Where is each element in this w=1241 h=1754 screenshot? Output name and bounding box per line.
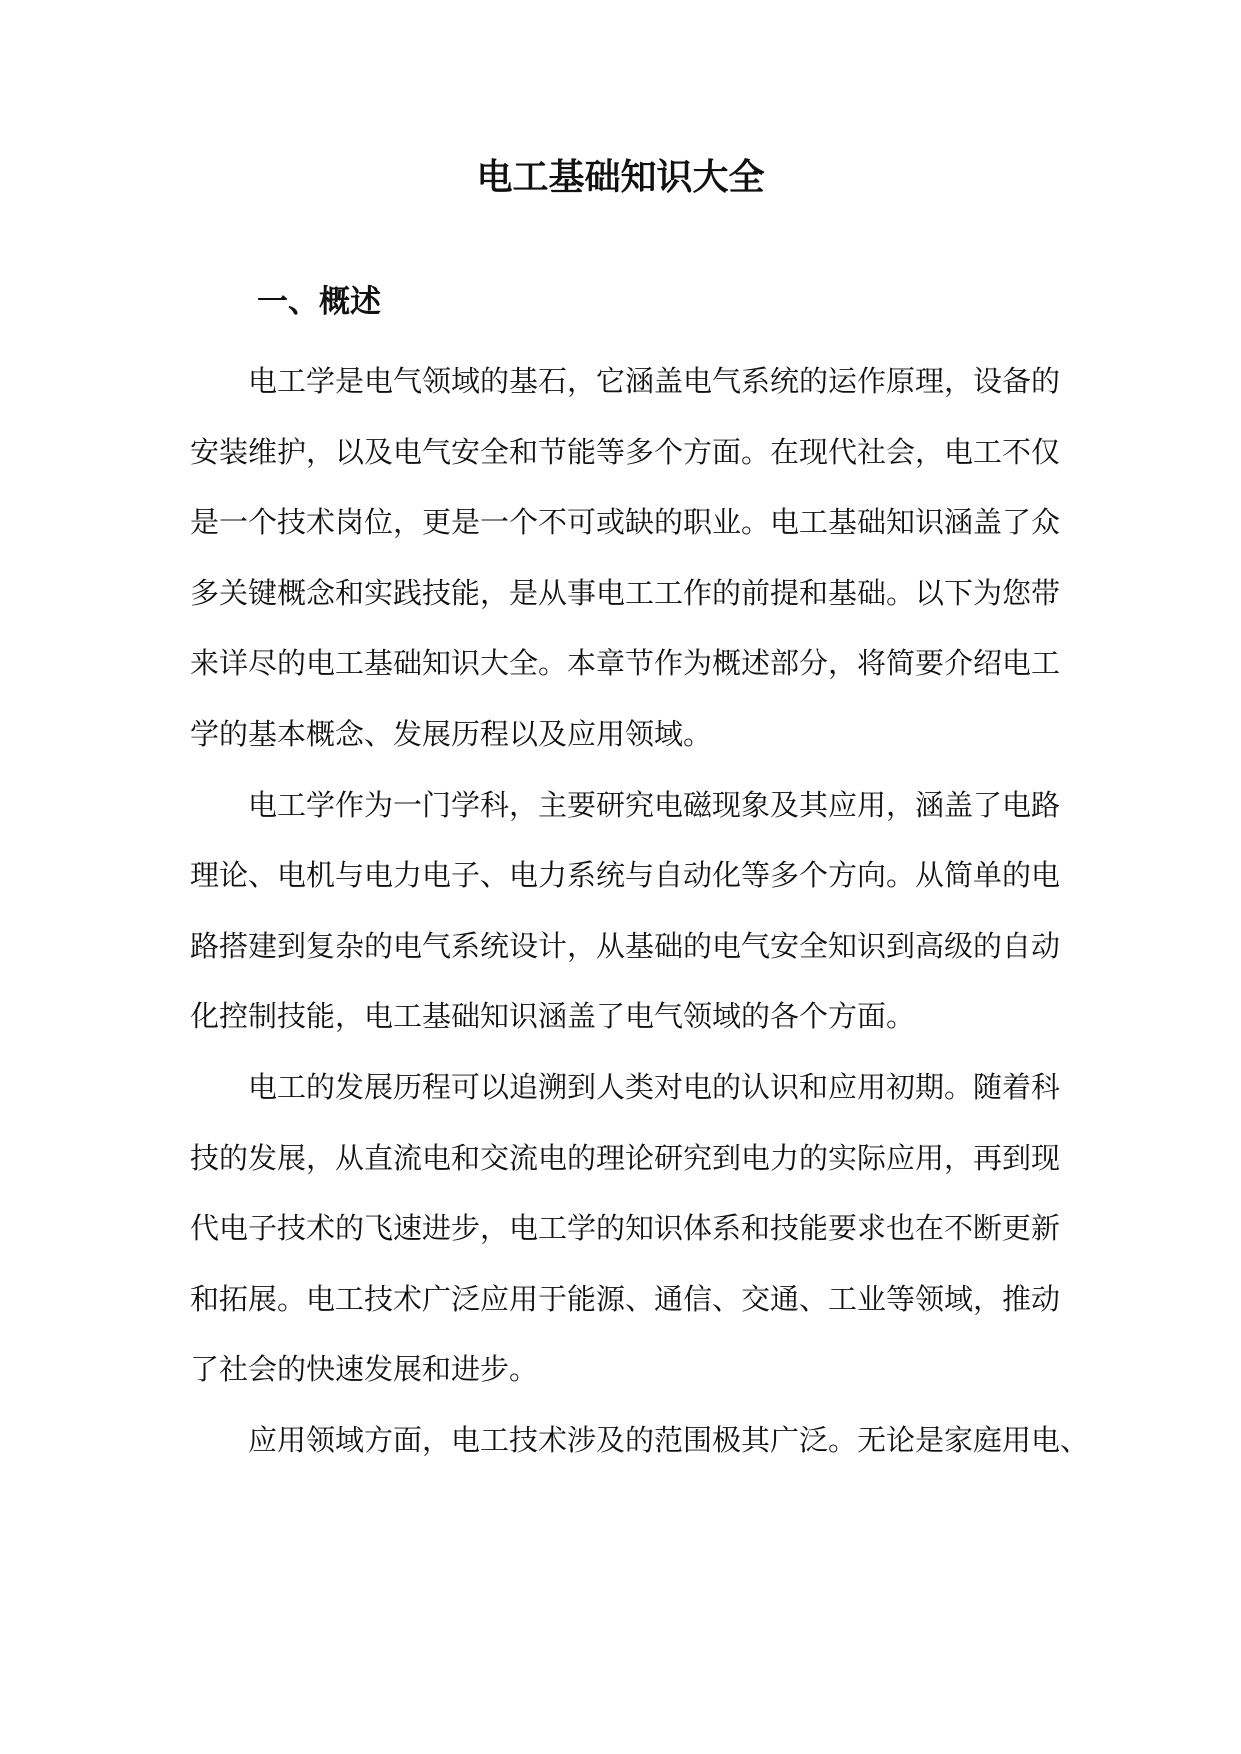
paragraph-line: 多关键概念和实践技能，是从事电工工作的前提和基础。以下为您带	[190, 575, 1061, 610]
section-heading-overview: 一、概述	[257, 284, 381, 320]
paragraph	[190, 1420, 1090, 1491]
paragraph	[190, 361, 1061, 785]
paragraph-line: 来详尽的电工基础知识大全。本章节作为概述部分，将简要介绍电工	[190, 646, 1061, 681]
paragraph-line: 和拓展。电工技术广泛应用于能源、通信、交通、工业等领域，推动	[190, 1281, 1061, 1316]
paragraph-line: 电工学作为一门学科，主要研究电磁现象及其应用，涵盖了电路	[248, 787, 1061, 822]
paragraph-line: 应用领域方面，电工技术涉及的范围极其广泛。无论是家庭用电、	[248, 1422, 1090, 1457]
paragraph-line: 技的发展，从直流电和交流电的理论研究到电力的实际应用，再到现	[190, 1140, 1061, 1175]
paragraph-line: 了社会的快速发展和进步。	[190, 1352, 539, 1387]
page-title: 电工基础知识大全	[476, 156, 765, 198]
paragraph-line: 学的基本概念、发展历程以及应用领域。	[190, 716, 713, 751]
paragraph-line: 化控制技能，电工基础知识涵盖了电气领域的各个方面。	[190, 999, 916, 1034]
paragraph-line: 理论、电机与电力电子、电力系统与自动化等多个方向。从简单的电	[190, 858, 1061, 893]
paragraph-line: 电工的发展历程可以追溯到人类对电的认识和应用初期。随着科	[248, 1069, 1061, 1104]
paragraph-line: 代电子技术的飞速进步，电工学的知识体系和技能要求也在不断更新	[190, 1211, 1061, 1246]
paragraph-line: 是一个技术岗位，更是一个不可或缺的职业。电工基础知识涵盖了众	[190, 505, 1061, 540]
paragraph-line: 路搭建到复杂的电气系统设计，从基础的电气安全知识到高级的自动	[190, 928, 1061, 963]
paragraph-line: 电工学是电气领域的基石，它涵盖电气系统的运作原理，设备的	[248, 364, 1061, 398]
paragraph	[190, 785, 1061, 1067]
paragraph	[190, 1067, 1061, 1420]
paragraph-line: 安装维护，以及电气安全和节能等多个方面。在现代社会，电工不仅	[190, 434, 1061, 469]
document-body	[190, 361, 1090, 1491]
